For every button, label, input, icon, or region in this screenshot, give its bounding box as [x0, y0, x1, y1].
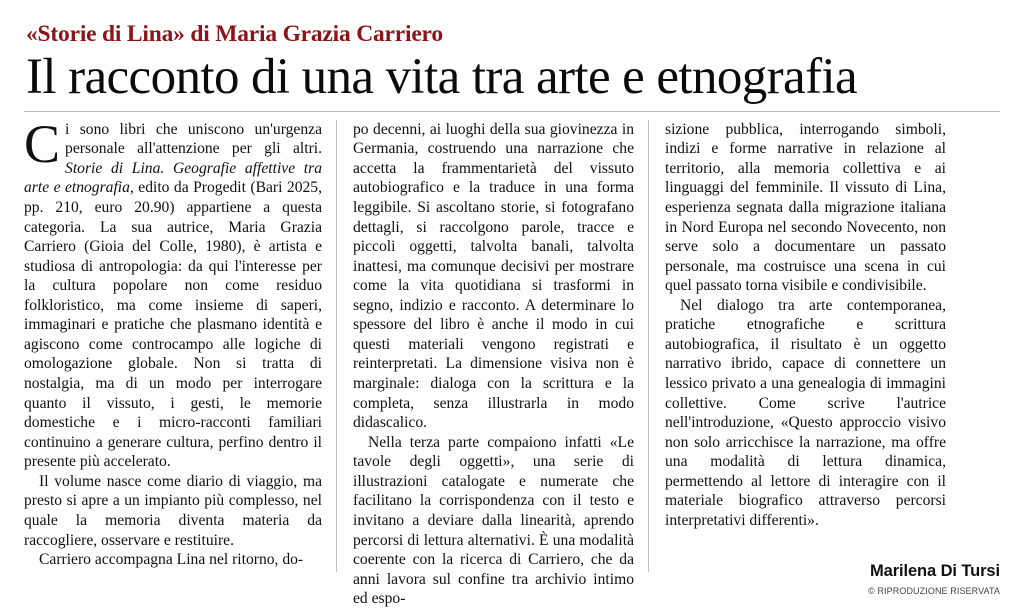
paragraph: Carriero accompagna Lina nel ritorno, do-: [39, 551, 304, 569]
lead-text: i sono libri che uniscono un'urgenza personale all'attenzione per gli altri.: [65, 120, 322, 158]
paragraph: Nel dialogo tra arte contemporanea, pratiche etnografiche e scrittura autobiografica, il risultato è un oggetto narrativo ibrido, capace di connettere un lessico privato a una genealogia di immagini collettive. Come scrive l'autrice nell'introduzione, «Questo approccio visivo non solo arricchisce la narrazione, ma offre una modalità di lettura dinamica, permettendo al lettore di interagire con il materiale biografico attraverso percorsi interpretativi differenti».: [665, 296, 946, 529]
byline: Marilena Di Tursi: [869, 562, 1000, 580]
paragraph: Nella terza parte compaiono infatti «Le tavole degli oggetti», una serie di illustrazioni catalogate e numerate che facilitano la corrispondenza con il testo e invitano a deviare dalla linearità, aprendo percorsi di lettura alternativi. È una modalità coerente con la ricerca di Carriero, che da anni lavora sul confine tra archivio intimo ed espo-: [353, 433, 634, 608]
paragraph: sizione pubblica, interrogando simboli, indizi e forme narrative in relazione al territorio, alla memoria collettiva e ai linguaggi del femminile. Il vissuto di Lina, esperienza segnata dalla migrazione italiana in Nord Europa nel secondo Novecento, non serve solo a documentare un passato personale, ma costruisce una scena in cui quel passato torna visibile e condivisibile.: [665, 120, 946, 295]
copyright-notice: © RIPRODUZIONE RISERVATA: [868, 586, 1000, 596]
page-title: Il racconto di una vita tra arte e etnografia: [26, 48, 858, 105]
header-divider: [24, 111, 1000, 112]
paragraph: po decenni, ai luoghi della sua giovinezza in Germania, costruendo una narrazione che accetta la frammentarietà del vissuto autobiografico e la traduce in una forma leggibile. Si ascoltano storie, si fotografano dettagli, si raccolgono parole, tracce e piccoli oggetti, talvolta banali, talvolta inattesi, ma comunque decisivi per mostrare come la vita quotidiana si trasformi in segno, indizio e racconto. A determinare lo spessore del libro è anche il modo in cui questi materiali vengono registrati e reinterpretati. La dimensione visiva non è marginale: dialoga con la scrittura e la completa, senza illustrarla in modo didascalico.: [353, 120, 634, 432]
paragraph: Il volume nasce come diario di viaggio, ma presto si apre a un impianto più complesso, nel quale la memoria diventa materia da raccogliere, osservare e restituire.: [24, 472, 322, 549]
article-column-1: [24, 113, 336, 572]
drop-cap: C: [24, 113, 61, 174]
book-title: Storie di Lina. Geografie affettive tra arte e etnografia: [24, 159, 322, 197]
article-kicker: «Storie di Lina» di Maria Grazia Carriero: [26, 21, 443, 47]
paragraph-lead: [24, 113, 322, 472]
lead-rest: , edito da Progedit (Bari 2025, pp. 210, euro 20.90) appartiene a questa categoria. La sua autrice, Maria Grazia Carriero (Gioia del Colle, 1980), è artista e studiosa di antropologia: da qui l'interesse per la cultura popolare non come residuo folkloristico, ma come insieme di saperi, immaginari e pratiche che plasmano identità e agiscono come controcampo alle logiche di omologazione globale. Non si tratta di nostalgia, ma di un modo per interrogare quanto il vissuto, i gesti, le memorie domestiche e i micro-racconti familiari continuino a generare cultura, perfino dentro il presente più accelerato.: [24, 179, 322, 471]
article-column-2: [336, 120, 648, 608]
article-column-3: [648, 120, 960, 572]
